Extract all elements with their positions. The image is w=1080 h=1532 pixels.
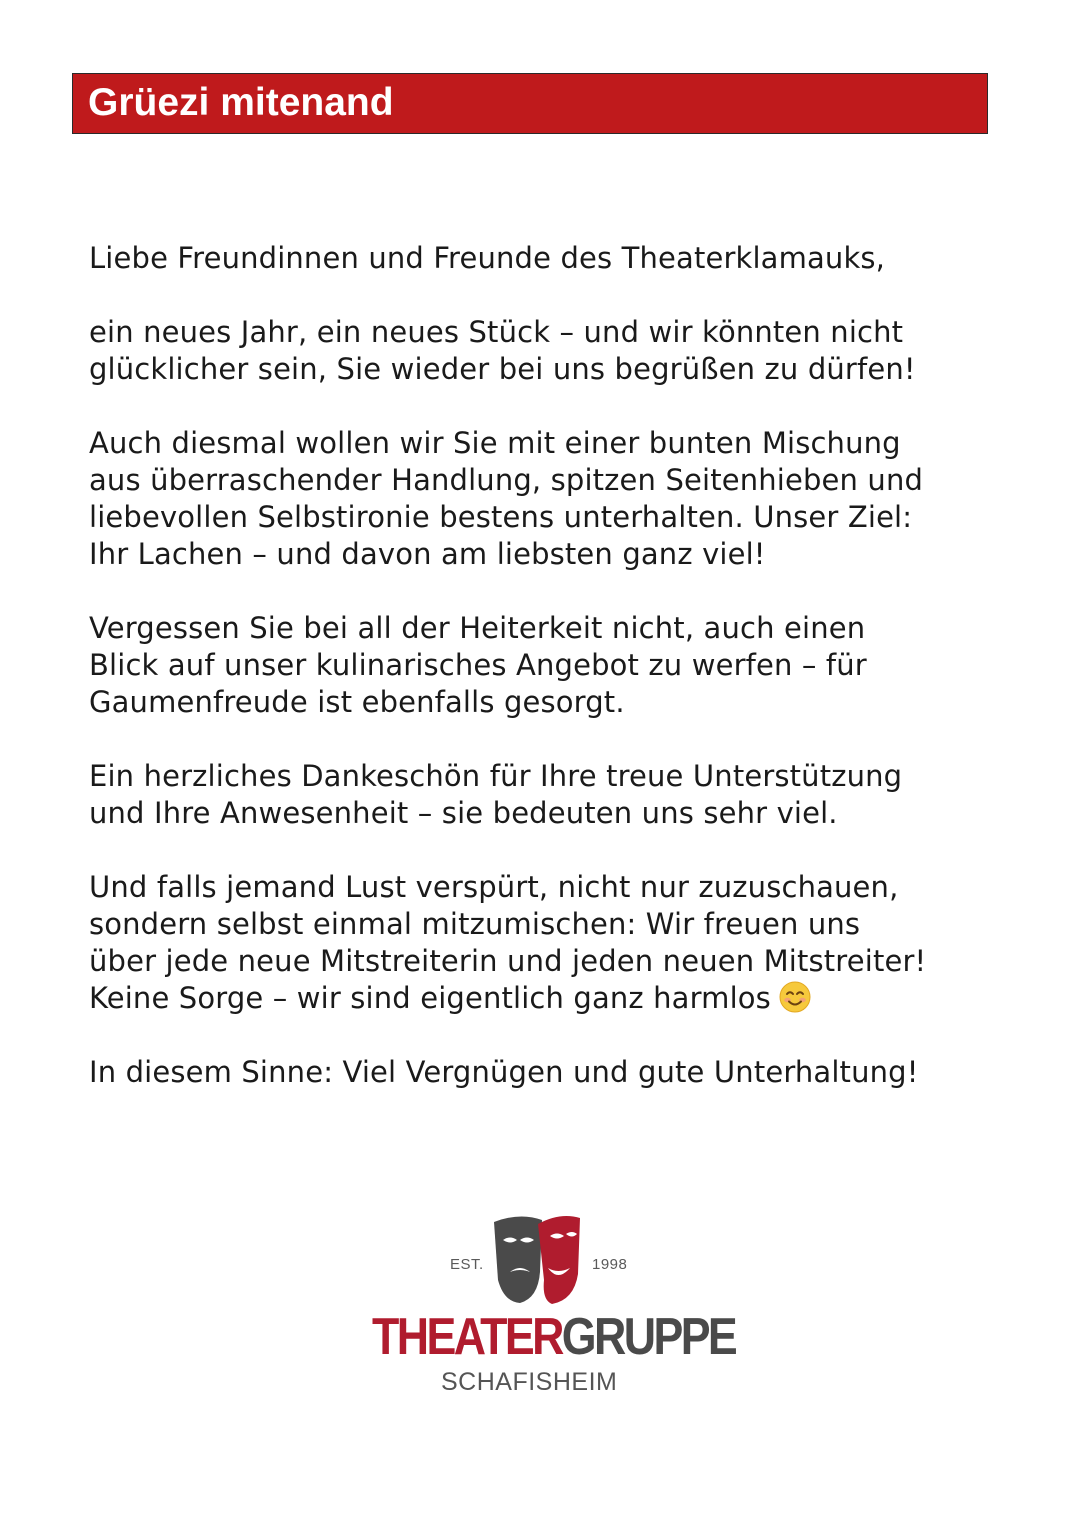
text-line: sondern selbst einmal mitzumischen: Wir freuen uns bbox=[89, 907, 861, 941]
letter-paragraph bbox=[89, 610, 989, 721]
letter-paragraph bbox=[89, 869, 989, 1017]
letter-paragraph bbox=[89, 314, 989, 388]
theatergruppe-logo bbox=[370, 1210, 736, 1400]
text-line: Vergessen Sie bei all der Heiterkeit nicht, auch einen bbox=[89, 611, 866, 645]
letter-body bbox=[89, 240, 989, 1128]
text-line: Blick auf unser kulinarisches Angebot zu werfen – für bbox=[89, 648, 867, 682]
logo-est-label: EST. bbox=[450, 1256, 484, 1273]
text-line: ein neues Jahr, ein neues Stück – und wir könnten nicht bbox=[89, 315, 904, 349]
letter-paragraph bbox=[89, 425, 989, 573]
letter-paragraph bbox=[89, 240, 989, 277]
text-line: Keine Sorge – wir sind eigentlich ganz harmlos bbox=[89, 981, 771, 1015]
logo-word-theater: THEATER bbox=[372, 1308, 562, 1366]
smiling-face-icon bbox=[779, 981, 811, 1013]
letter-paragraph bbox=[89, 758, 989, 832]
text-line: In diesem Sinne: Viel Vergnügen und gute Unterhaltung! bbox=[89, 1055, 919, 1089]
text-line: Auch diesmal wollen wir Sie mit einer bunten Mischung bbox=[89, 426, 901, 460]
header-bar bbox=[72, 73, 988, 134]
text-line: Liebe Freundinnen und Freunde des Theaterklamauks, bbox=[89, 241, 886, 275]
text-line: über jede neue Mitstreiterin und jeden neuen Mitstreiter! bbox=[89, 944, 927, 978]
text-line: Und falls jemand Lust verspürt, nicht nur zuzuschauen, bbox=[89, 870, 899, 904]
logo-subtitle: SCHAFISHEIM bbox=[441, 1368, 618, 1396]
letter-paragraph bbox=[89, 1054, 989, 1091]
logo-wordmark bbox=[372, 1307, 735, 1367]
logo-year: 1998 bbox=[592, 1256, 628, 1273]
text-line: und Ihre Anwesenheit – sie bedeuten uns sehr viel. bbox=[89, 796, 838, 830]
text-line: Gaumenfreude ist ebenfalls gesorgt. bbox=[89, 685, 625, 719]
logo-word-gruppe: GRUPPE bbox=[561, 1308, 736, 1366]
page-title: Grüezi mitenand bbox=[88, 81, 394, 124]
theatre-masks-icon bbox=[370, 1210, 710, 1310]
text-line: Ein herzliches Dankeschön für Ihre treue Unterstützung bbox=[89, 759, 903, 793]
text-line: liebevollen Selbstironie bestens unterhalten. Unser Ziel: bbox=[89, 500, 913, 534]
text-line: aus überraschender Handlung, spitzen Seitenhieben und bbox=[89, 463, 924, 497]
text-line: glücklicher sein, Sie wieder bei uns begrüßen zu dürfen! bbox=[89, 352, 916, 386]
text-line: Ihr Lachen – und davon am liebsten ganz viel! bbox=[89, 537, 766, 571]
